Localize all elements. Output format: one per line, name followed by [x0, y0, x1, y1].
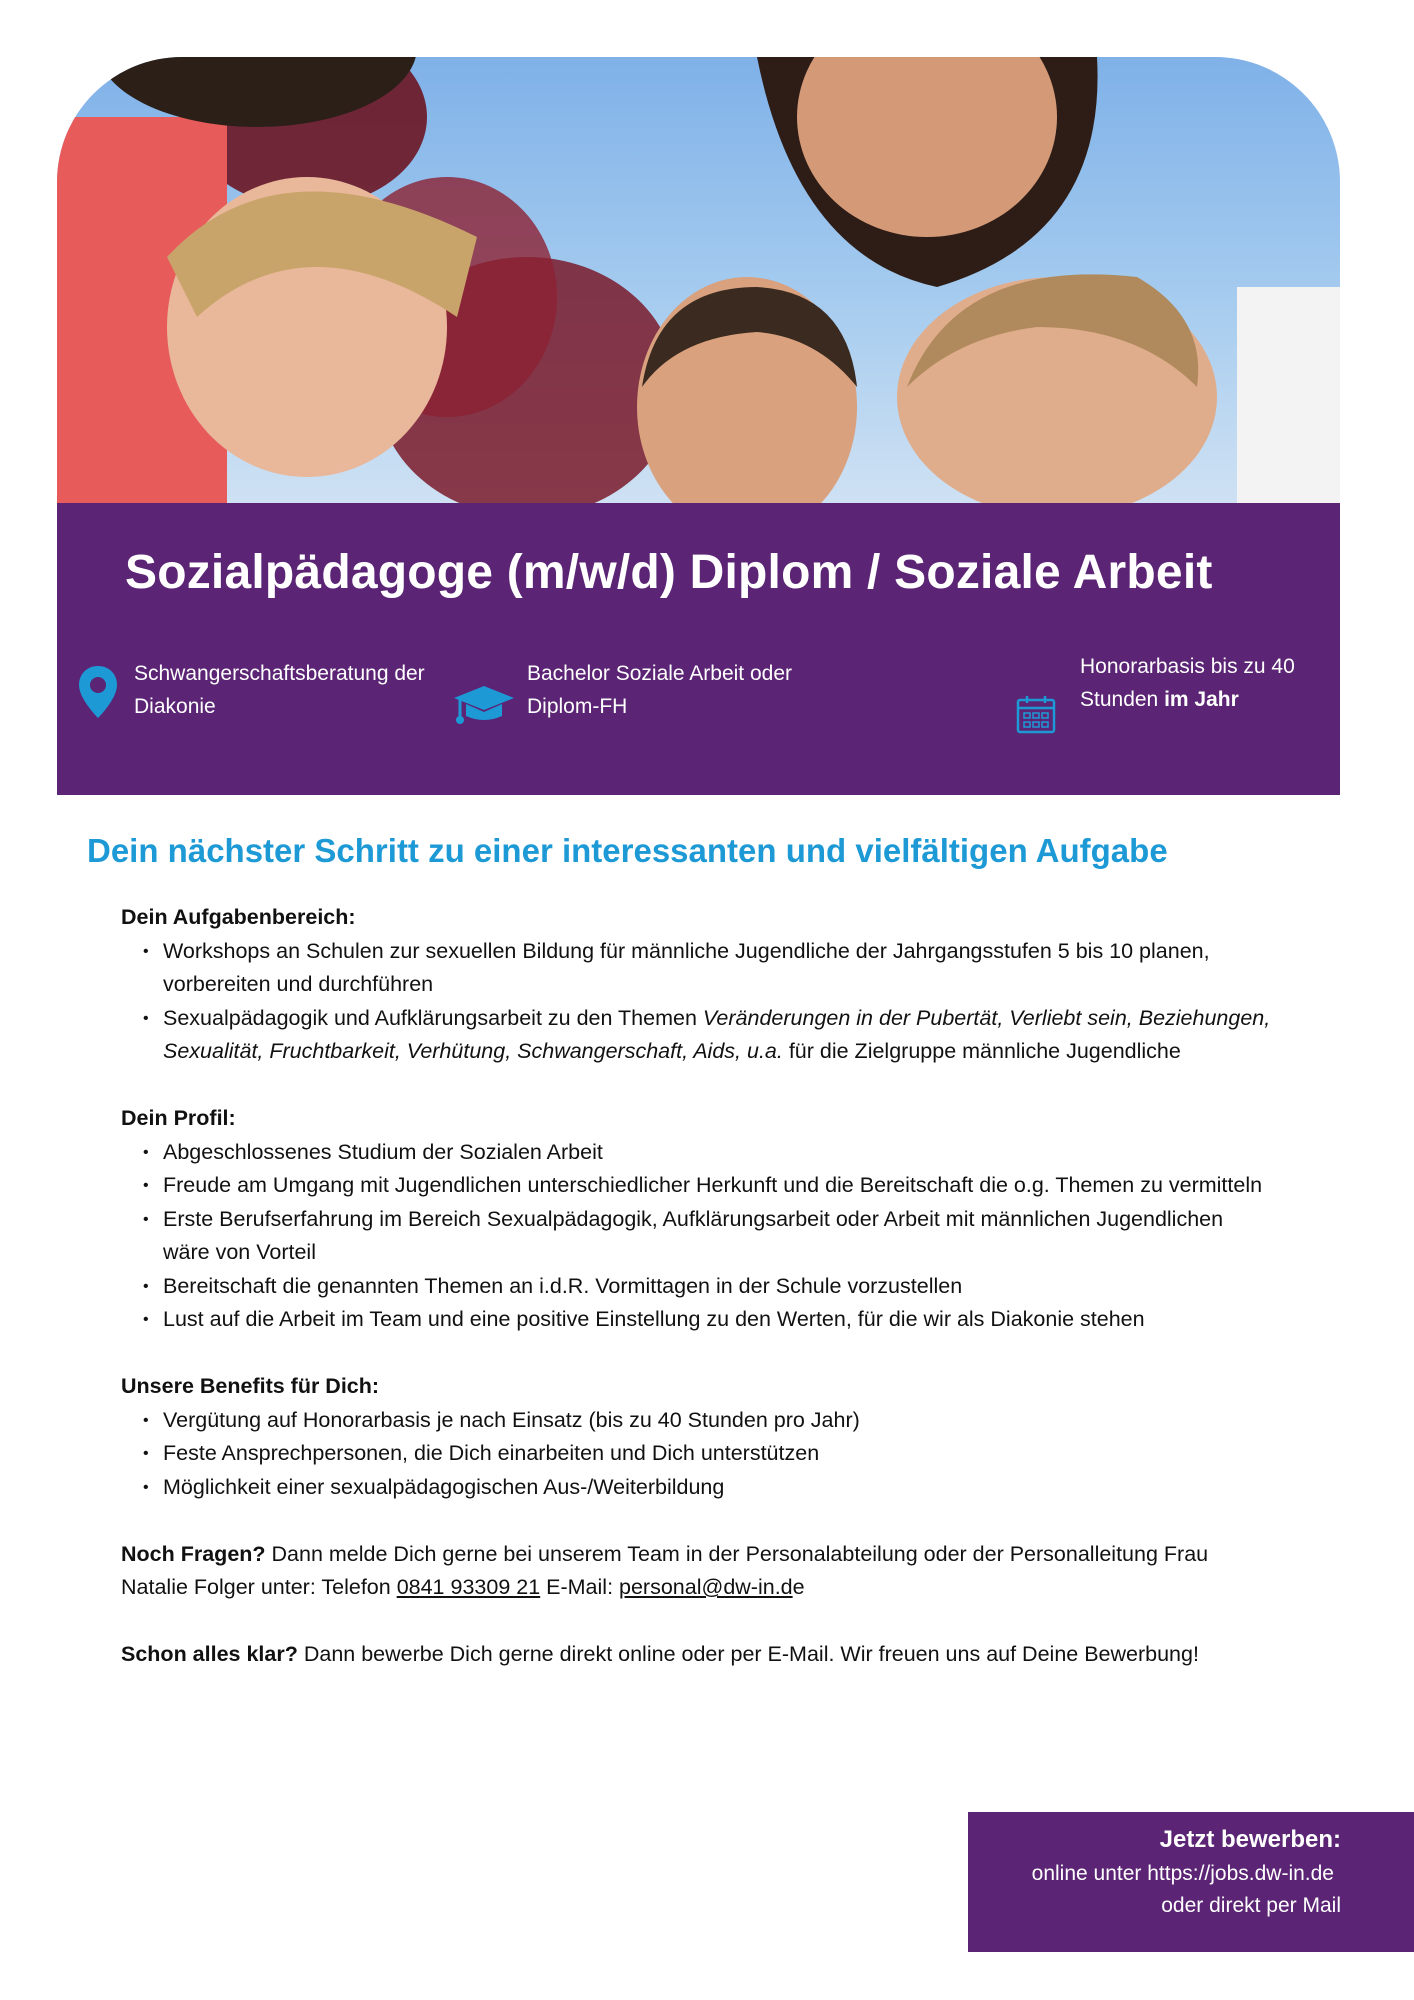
- list-item: [121, 935, 1271, 1002]
- apply-box[interactable]: [968, 1812, 1414, 1952]
- benefits-section: [121, 1370, 1271, 1504]
- questions-text: Dann melde Dich gerne bei unserem Team in der Personalabteilung oder der Personalleitung Frau Natalie Folger unter: Telefon: [121, 1541, 1209, 1599]
- task-text: Sexualpädagogik und Aufklärungsarbeit zu den Themen: [163, 1005, 703, 1030]
- profile-section: [121, 1102, 1271, 1337]
- fact-hours-line2-bold: im Jahr: [1164, 688, 1239, 711]
- ready-bold: Schon alles klar?: [121, 1642, 298, 1666]
- tasks-section: [121, 901, 1271, 1069]
- list-item: • Erste Berufserfahrung im Bereich Sexualpädagogik, Aufklärungsarbeit oder Arbeit mit männlichen Jugendlichen wäre von Vorteil: [121, 1203, 1271, 1270]
- email-link[interactable]: personal@dw-in.d: [619, 1575, 793, 1599]
- list-item: • Abgeschlossenes Studium der Sozialen Arbeit: [121, 1136, 1271, 1170]
- list-item: • Freude am Umgang mit Jugendlichen unterschiedlicher Herkunft und die Bereitschaft die o.g. Themen zu vermitteln: [121, 1169, 1271, 1203]
- fact-hours-line2: Stunden: [1080, 688, 1165, 711]
- title-banner: [57, 503, 1340, 795]
- profile-heading: Dein Profil:: [121, 1106, 236, 1130]
- ready-text: Dann bewerbe Dich gerne direkt online oder per E-Mail. Wir freuen uns auf Deine Bewerbung!: [297, 1642, 1199, 1666]
- section-headline: Dein nächster Schritt zu einer interessanten und vielfältigen Aufgabe: [87, 832, 1168, 869]
- apply-title: Jetzt bewerben:: [1159, 1826, 1341, 1853]
- questions-paragraph: [121, 1538, 1271, 1605]
- apply-online[interactable]: online unter https://jobs.dw-in.de: [1031, 1862, 1334, 1885]
- benefits-heading: Unsere Benefits für Dich:: [121, 1374, 380, 1398]
- fact-hours-line1: Honorarbasis bis zu 40: [1080, 655, 1295, 678]
- questions-bold: Noch Fragen?: [121, 1541, 266, 1566]
- location-pin-icon: [77, 664, 119, 730]
- list-item: • Vergütung auf Honorarbasis je nach Einsatz (bis zu 40 Stunden pro Jahr): [121, 1404, 1271, 1438]
- task-text: für die Zielgruppe männliche Jugendliche: [782, 1039, 1181, 1063]
- task-text: Workshops an Schulen zur sexuellen Bildung für männliche Jugendliche der Jahrgangsstufen 5 bis 10 planen, vorbereiten und durchführen: [163, 938, 1210, 996]
- list-item: • Möglichkeit einer sexualpädagogischen Aus-/Weiterbildung: [121, 1471, 1271, 1505]
- list-item: • Feste Ansprechpersonen, die Dich einarbeiten und Dich unterstützen: [121, 1437, 1271, 1471]
- job-description: [121, 901, 1271, 1705]
- hero-image: [57, 57, 1340, 503]
- task-topics: Veränderungen in der Pubertät, Verliebt sein, Beziehungen, Sexualität, Fruchtbarkeit, Verhütung, Schwangerschaft, Aids, u.a.: [163, 1005, 1271, 1063]
- hero-illustration: [57, 57, 1340, 503]
- fact-degree-line2: Diplom-FH: [527, 695, 628, 718]
- fact-location-line2: Diakonie: [134, 695, 216, 718]
- ready-paragraph: [121, 1638, 1271, 1672]
- fact-location-line1: Schwangerschaftsberatung der: [134, 662, 425, 685]
- list-item: • Bereitschaft die genannten Themen an i.d.R. Vormittagen in der Schule vorzustellen: [121, 1270, 1271, 1304]
- tasks-heading: Dein Aufgabenbereich:: [121, 905, 356, 929]
- email-label: E-Mail:: [540, 1575, 620, 1599]
- list-item: [121, 1002, 1271, 1069]
- fact-degree-line1: Bachelor Soziale Arbeit oder: [527, 662, 792, 685]
- job-title: Sozialpädagoge (m/w/d) Diplom / Soziale Arbeit: [125, 546, 1213, 599]
- phone-link[interactable]: 0841 93309 21: [396, 1575, 541, 1599]
- calendar-icon: [1016, 694, 1056, 744]
- list-item: • Lust auf die Arbeit im Team und eine positive Einstellung zu den Werten, für die wir als Diakonie stehen: [121, 1303, 1271, 1337]
- apply-mail: oder direkt per Mail: [1161, 1894, 1341, 1917]
- email-tail: e: [792, 1575, 805, 1599]
- graduation-cap-icon: [452, 684, 516, 738]
